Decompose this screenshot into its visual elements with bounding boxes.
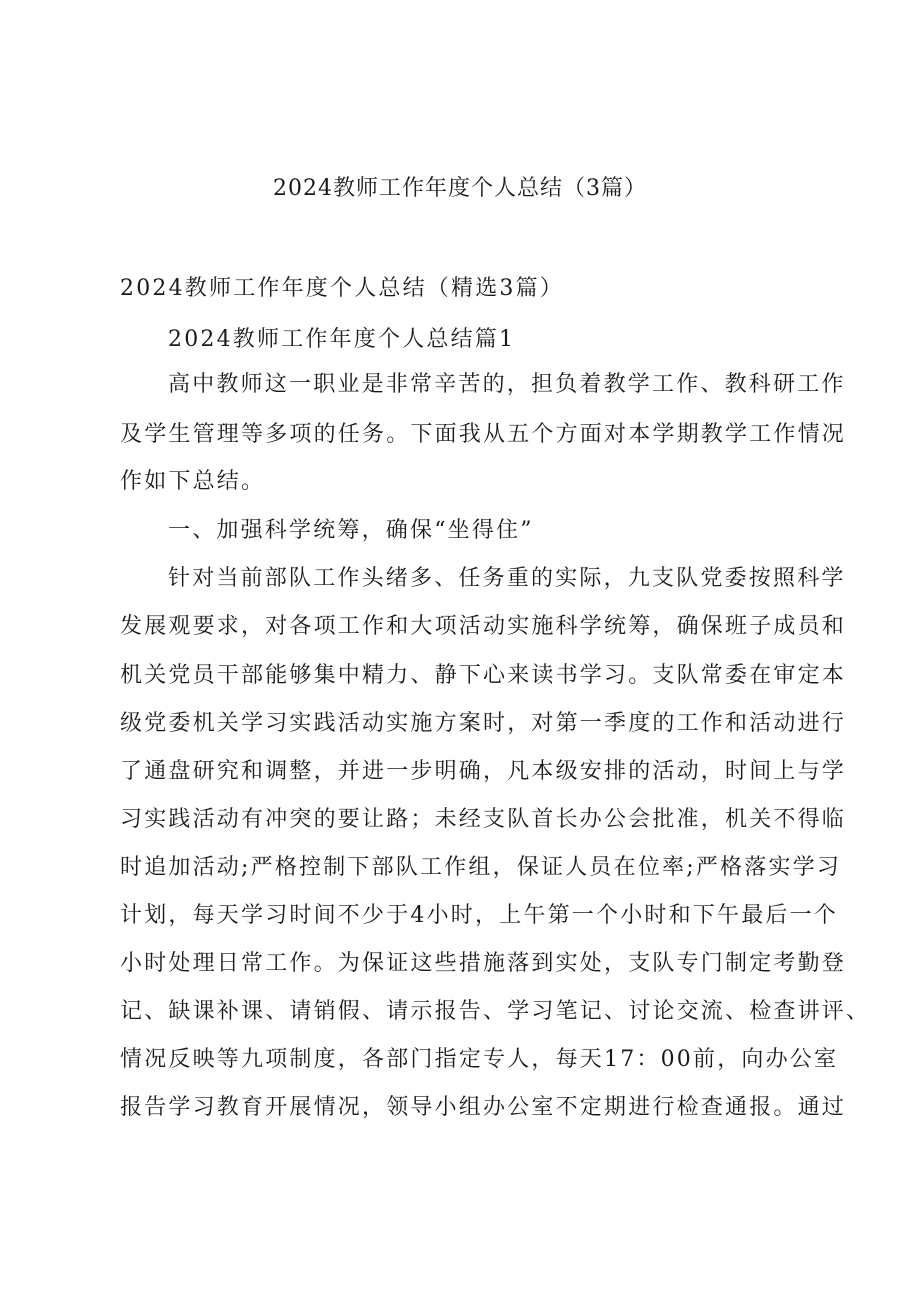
paragraph-line: 机关党员干部能够集中精力、静下心来读书学习。支队常委在审定本 — [120, 663, 847, 688]
document-subtitle: 2024教师工作年度个人总结（精选3篇） — [120, 276, 564, 301]
paragraph-line: 时追加活动;严格控制下部队工作组，保证人员在位率;严格落实学习 — [120, 855, 842, 880]
paragraph-line: 级党委机关学习实践活动实施方案时，对第一季度的工作和活动进行 — [120, 711, 847, 736]
paragraph-line: 报告学习教育开展情况，领导小组办公室不定期进行检查通报。通过 — [120, 1095, 847, 1120]
paragraph-line: 高中教师这一职业是非常辛苦的，担负着教学工作、教科研工作 — [168, 372, 846, 397]
point-heading: 一、加强科学统筹，确保“坐得住” — [168, 518, 534, 543]
document-title: 2024教师工作年度个人总结（3篇） — [273, 176, 647, 201]
paragraph-line: 针对当前部队工作头绪多、任务重的实际，九支队党委按照科学 — [168, 566, 846, 591]
paragraph-line: 记、缺课补课、请销假、请示报告、学习笔记、讨论交流、检查讲评、 — [120, 999, 871, 1024]
paragraph-line: 习实践活动有冲突的要让路；未经支队首长办公会批准，机关不得临 — [120, 807, 847, 832]
paragraph-line: 作如下总结。 — [120, 469, 266, 494]
paragraph-line: 发展观要求，对各项工作和大项活动实施科学统筹，确保班子成员和 — [120, 614, 847, 639]
paragraph-line: 及学生管理等多项的任务。下面我从五个方面对本学期教学工作情况 — [120, 422, 847, 447]
paragraph-line: 计划，每天学习时间不少于4小时，上午第一个小时和下午最后一个 — [120, 903, 838, 928]
paragraph-line: 情况反映等九项制度，各部门指定专人，每天17：00前，向办公室 — [120, 1047, 839, 1072]
section-heading: 2024教师工作年度个人总结篇1 — [168, 327, 516, 352]
paragraph-line: 小时处理日常工作。为保证这些措施落到实处，支队专门制定考勤登 — [120, 951, 847, 976]
paragraph-line: 了通盘研究和调整，并进一步明确，凡本级安排的活动，时间上与学 — [120, 759, 847, 784]
